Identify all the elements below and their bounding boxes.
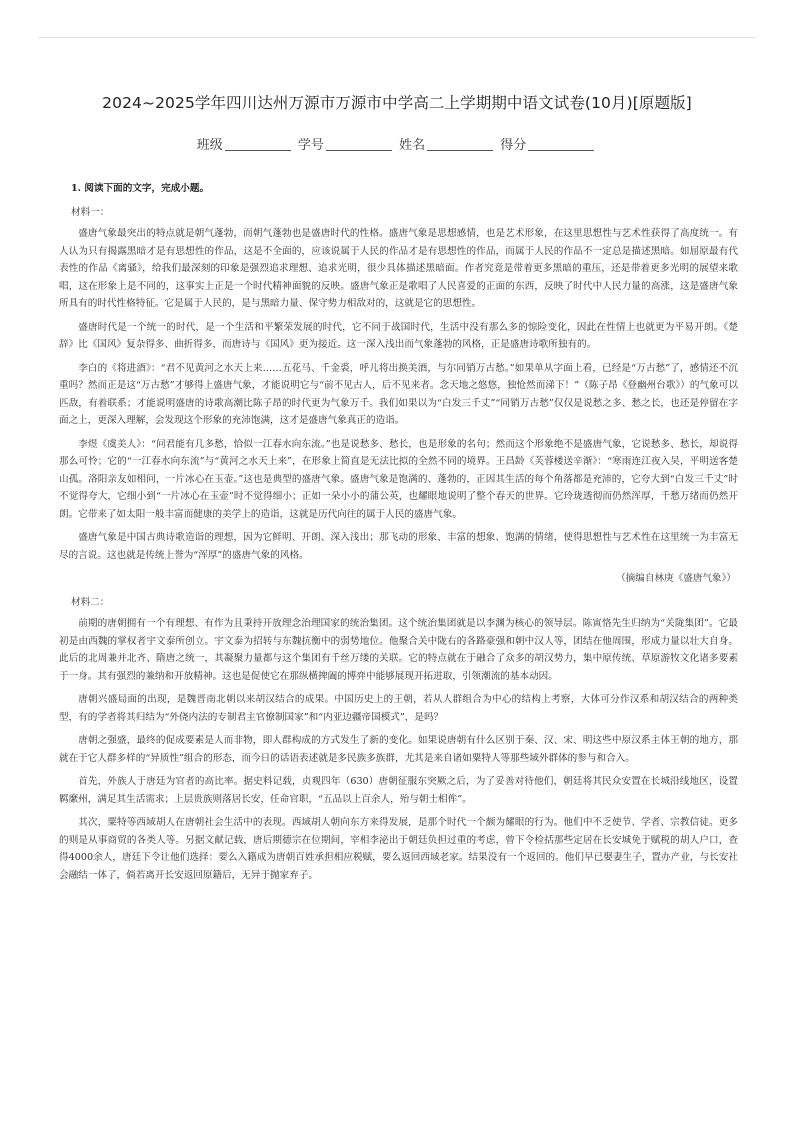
page-title: 2024~2025学年四川达州万源市万源市中学高二上学期期中语文试卷(10月)[原题版] [102,94,692,112]
class-field[interactable] [225,138,291,151]
student-info-line [0,134,794,153]
name-label: 姓名 [399,138,426,153]
material-one-paragraph: 盛唐气象最突出的特点就是朝气蓬勃，而朝气蓬勃也是盛唐时代的性格。盛唐气象是思想感情，也是艺术形象，在这里思想性与艺术性获得了高度统一。有人认为只有揭露黑暗才是有思想性的作品，这是不全面的，应该说属于人民的作品才是有思想性的作品，而属于人民的作品不一定总是描述黑暗。如屈原最有代表性的作品《离骚》，给我们最深刻的印象是强烈追求理想、追求光明，很少具体描述黑暗面。作者究竟是带着更多黑暗的重压，还是带着更多光明的展望来歌唱，这在形象上是不同的，这事实上正是一个时代精神面貌的反映。盛唐气象正是歌唱了人民喜爱的正面的东西，反映了时代中人民力量的高涨，这是盛唐气象所具有的时代性格特征。它是属于人民的，是与黑暗力量、保守势力相敌对的，这就是它的思想性。 [59,228,738,309]
material-one-source: （摘编自林庚《盛唐气象》） [616,573,736,584]
student-no-label: 学号 [297,138,324,153]
question-heading: 1. 阅读下面的文字，完成小题。 [71,183,210,194]
top-divider [38,37,756,38]
score-label: 得分 [500,138,527,153]
material-one-label: 材料一： [71,206,110,218]
score-field[interactable] [528,138,594,151]
material-two-label: 材料二： [71,596,110,608]
material-one-paragraph: 盛唐时代是一个统一的时代，是一个生活和平繁荣发展的时代，它不同于战国时代，生活中没有那么多的惊险变化，因此在性情上也就更为平易开朗。《楚辞》比《国风》复杂得多、曲折得多，而唐诗与《国风》更为接近。这一深入浅出而气象蓬勃的风格，正是盛唐诗歌所独有的。 [59,321,738,350]
material-one-paragraph: 李煜《虞美人》：“问君能有几多愁，恰似一江春水向东流。”也是说愁多、愁长，也是形象的名句；然而这个形象绝不是盛唐气象，它说愁多、愁长，却说得那么可怜；它的“一江春水向东流”与“黄河之水天上来”，在形象上简直是无法比拟的全然不同的境界。王昌龄《芙蓉楼送辛渐》：“寒雨连江夜入吴，平明送客楚山孤。洛阳亲友如相问，一片冰心在玉壶。”这也是典型的盛唐气象。盛唐气象是饱满的、蓬勃的，正因其生活的每个角落都是充沛的，它夸大到“白发三千丈”时不觉得夸大，它细小到“一片冰心在玉壶”时不觉得细小；正如一朵小小的蒲公英，也耀眼地说明了整个春天的世界。它玲珑透彻而仍然浑厚，千愁万绪而仍然开朗。它带来了如太阳一般丰富而健康的美学上的造诣，这就是历代向往的属于人民的盛唐气象。 [59,438,738,520]
material-one-paragraph: 李白的《将进酒》：“君不见黄河之水天上来……五花马、千金裘，呼儿将出换美酒，与尔同销万古愁。”如果单从字面上看，已经是“万古愁”了，感情还不沉重吗？然而正是这“万古愁”才够得上盛唐气象，才能说明它与“前不见古人，后不见来者。念天地之悠悠，独怆然而涕下！”（陈子昂《登幽州台歌》）的气象可以匹敌，有着联系；才能说明盛唐的诗歌高潮比陈子昂的时代更为气象万千。我们如果以为“白发三千丈”“同销万古愁”仅仅是说愁之多、愁之长，也还是停留在字面之上，更深入理解，会发现这个形象的充沛饱满，这才是盛唐气象真正的造诣。 [59,362,738,426]
name-field[interactable] [427,138,493,151]
student-no-field[interactable] [326,138,392,151]
material-one-paragraph: 盛唐气象是中国古典诗歌造诣的理想，因为它鲜明、开朗、深入浅出；那飞动的形象、丰富的想象、饱满的情绪，使得思想性与艺术性在这里统一为丰富无尽的言说。这也就是传统上誉为“浑厚”的盛唐气象的风格。 [59,532,738,561]
material-two-paragraph: 前期的唐朝拥有一个有理想、有作为且秉持开放理念治理国家的统治集团。这个统治集团就是以李渊为核心的领导层。陈寅恪先生归纳为“关陇集团”。它最初是由西魏的掌权者宇文泰所创立。宇文泰为招转与东魏抗衡中的弱势地位。他聚合关中陇右的各路豪强和朝中汉人等，团结在他周围，形成力量以壮大自身。此后的北周兼并北齐、隋唐之统一，其凝聚力量都与这个集团有千丝万缕的关联。它的特点就在于融合了众多的胡汉势力，集中原传统、草原游牧文化诸多要素于一身。其有强烈的兼纳和开放精神。这也是促使它在那纵横捭阖的博弈中能够展现开拓进取，引领潮流的基本动因。 [59,618,738,682]
material-two-paragraph: 唐朝兴盛局面的出现，是魏晋南北朝以来胡汉结合的成果。中国历史上的王朝，若从人群组合为中心的结构上考察，大体可分作汉系和胡汉结合的两种类型，有的学者将其归结为“外侥内法的专制君主官僚制国家”和“内亚边疆帝国模式”，是吗？ [59,694,738,723]
material-two-paragraph: 首先，外族人于唐廷为官者的高比率。据史料记载，贞观四年（630）唐朝征服东突厥之后，为了妥善对待他们，朝廷将其民众安置在长城沿线地区，设置羁縻州，满足其生活需求；上层贵族则落居长安，任命官职，“五品以上百余人，殆与朝士相侔”。 [59,776,738,805]
material-two-paragraph: 唐朝之强盛，最终的促成要素是人而非物，即人群构成的方式发生了新的变化。如果说唐朝有什么区别于秦、汉、宋、明这些中原汉系主体王朝的地方，那就在于它人群多样的“异质性”组合的形态，而今日的话语表述就是多民族多族群，尤其是来自诸如粟特人等那些域外群体的参与和合入。 [59,735,738,764]
class-label: 班级 [196,138,223,153]
exam-content [59,180,738,890]
material-two-paragraph: 其次，粟特等西域胡人在唐朝社会生活中的表现。西域胡人朝向东方来得发展，是那个时代一个颇为耀眼的行为。他们中不乏使节、学者、宗教信徒。更多的则是从事商贸的各类人等。另据文献记载，唐后期德宗在位期间，宰相李泌出于朝廷负担过重的考虑，曾下令检括那些定居在长安城免于赋税的胡人户口，查得4000余人，唐廷下令让他们选择：要么入籍成为唐朝百姓承担相应税赋，要么返回西域老家。结果没有一个返回的。他们早已娶妻生子，置办产业，与长安社会融结一体了，倘若离开长安返回原籍后，无异于抛家弃子。 [59,817,738,881]
